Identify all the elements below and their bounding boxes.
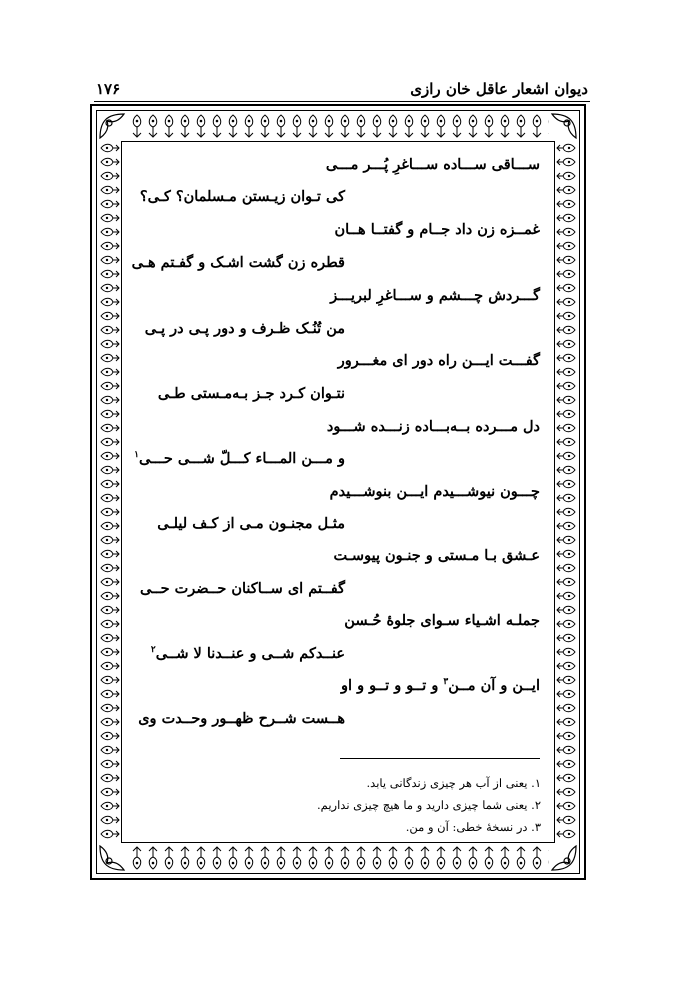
running-head: [96, 78, 588, 100]
footnote-separator: [340, 758, 540, 759]
hemistich: دل مـــرده بــه‌بـــاده زنـــده شـــود: [326, 418, 540, 435]
hemistich: عنــدکم شــی و عنــدنا لا شــی$^۲$: [150, 645, 345, 662]
hemistich: کی تـوان زیـستن مـسلمان؟ کـی؟: [139, 188, 345, 205]
footnote: ۳. در نسخهٔ خطی: آن و من.: [405, 820, 541, 834]
book-title: دیوان اشعار عاقل خان رازی: [410, 80, 588, 98]
header-rule: [94, 101, 590, 102]
hemistich: قطره زن گشت اشـک و گفـتم هـی: [131, 254, 345, 271]
footnote-marker: ۱: [134, 450, 139, 461]
hemistich: غمــزه زن داد جــام و گفتــا هــان: [334, 221, 540, 238]
footnotes: [317, 772, 541, 838]
hemistich: جملـه اشـیاء سـوای جلوهٔ حُـسن: [344, 612, 540, 629]
corner-ornament-top-right: [552, 114, 576, 138]
ornament-band-left: [97, 141, 121, 843]
page-number: ۱۷۶: [96, 80, 121, 98]
hemistich: هــست شــرح ظهــور وحــدت وی: [138, 710, 345, 727]
hemistich: عـشق بـا مـستی و جنـون پیوسـت: [333, 547, 540, 564]
corner-ornament-bottom-right: [552, 846, 576, 870]
corner-ornament-top-left: [100, 114, 124, 138]
hemistich: و مـــن المـــاء کـــلّ شـــی حـــی$^۱$: [134, 450, 345, 467]
ornament-band-bottom: [97, 843, 579, 873]
hemistich: ســـاقی ســـاده ســـاغرِ پُـــر مـــی: [325, 156, 540, 173]
hemistich: من تُنُـک ظـرف و دور پـی در پـی: [144, 320, 345, 337]
hemistich: گـــردش چـــشم و ســـاغرِ لبریـــز: [330, 287, 540, 304]
ornament-band-right: [555, 141, 579, 843]
hemistich: گفـــت ایـــن راه دور ای مغـــرور: [337, 352, 540, 369]
hemistich: مثـل مجنـون مـی از کـف لیلـی: [157, 515, 345, 532]
ornament-band-top: [97, 111, 579, 141]
corner-ornament-bottom-left: [100, 846, 124, 870]
hemistich: گفــتم ای ســاکنان حــضرت حــی: [140, 580, 345, 597]
footnote-marker: ۳: [443, 677, 449, 688]
footnote: ۲. یعنی شما چیزی دارید و ما هیچ چیزی نداریم.: [317, 798, 541, 812]
hemistich: چـــون نیوشـــیدم ایـــن بنوشـــیدم: [329, 483, 540, 500]
hemistich: نتـوان کـرد جـز بـه‌مـستی طـی: [157, 385, 345, 402]
hemistich: ایــن و آن مــن$^۳$ و تــو و تــو و او: [341, 677, 540, 694]
footnote-marker: ۲: [150, 645, 156, 656]
footnote: ۱. یعنی از آب هر چیزی زندگانی یابد.: [366, 776, 541, 790]
